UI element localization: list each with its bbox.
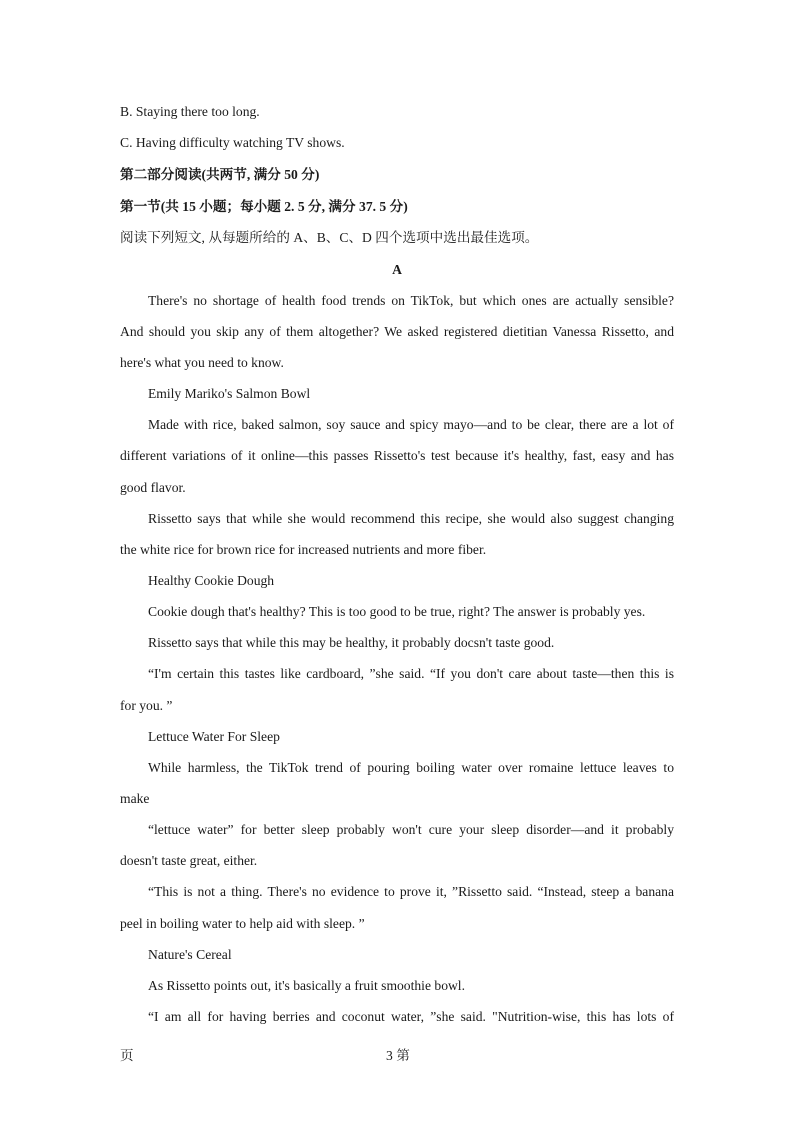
passage-line: Made with rice, baked salmon, soy sauce and spicy mayo—and to be clear, there are a lot of bbox=[148, 417, 674, 432]
passage-line: good flavor. bbox=[120, 480, 186, 495]
footer-left: 页 bbox=[120, 1048, 134, 1063]
part-title: 第二部分阅读(共两节, 满分 50 分) bbox=[120, 167, 320, 182]
passage-line: “This is not a thing. There's no evidence to prove it, ”Rissetto said. “Instead, steep a banana bbox=[148, 884, 674, 899]
passage-label: A bbox=[392, 262, 402, 277]
passage-line: Cookie dough that's healthy? This is too good to be true, right? The answer is probably yes. bbox=[148, 604, 646, 619]
passage-line: doesn't taste great, either. bbox=[120, 853, 258, 868]
passage-line: the white rice for brown rice for increased nutrients and more fiber. bbox=[120, 542, 487, 557]
passage-line: for you. ” bbox=[120, 698, 173, 713]
passage-line: As Rissetto points out, it's basically a fruit smoothie bowl. bbox=[148, 978, 465, 993]
section-heading: Emily Mariko's Salmon Bowl bbox=[148, 386, 311, 401]
passage-line: And should you skip any of them altogether? We asked registered dietitian Vanessa Rissetto, and bbox=[120, 324, 674, 339]
passage-line: different variations of it online—this passes Rissetto's test because it's healthy, fast, easy and has bbox=[120, 448, 674, 463]
passage-line: “lettuce water” for better sleep probably won't cure your sleep disorder—and it probably bbox=[148, 822, 674, 837]
subsection-title: 第一节(共 15 小题；每小题 2. 5 分, 满分 37. 5 分) bbox=[120, 199, 408, 214]
option-c: C. Having difficulty watching TV shows. bbox=[120, 135, 345, 150]
passage-line: Rissetto says that while she would recommend this recipe, she would also suggest changing bbox=[148, 511, 674, 526]
passage-line: “I'm certain this tastes like cardboard, ”she said. “If you don't care about taste—then this is bbox=[148, 666, 674, 681]
passage-line: “I am all for having berries and coconut water, ”she said. "Nutrition-wise, this has lots of bbox=[148, 1009, 674, 1024]
option-b: B. Staying there too long. bbox=[120, 104, 260, 119]
section-heading: Lettuce Water For Sleep bbox=[148, 729, 280, 744]
passage-line: peel in boiling water to help aid with sleep. ” bbox=[120, 916, 365, 931]
passage-line: make bbox=[120, 791, 150, 806]
passage-line: here's what you need to know. bbox=[120, 355, 284, 370]
page-number: 3 第 bbox=[386, 1048, 410, 1063]
section-heading: Healthy Cookie Dough bbox=[148, 573, 275, 588]
section-heading: Nature's Cereal bbox=[148, 947, 232, 962]
instruction: 阅读下列短文, 从每题所给的 A、B、C、D 四个选项中选出最佳选项。 bbox=[120, 230, 539, 245]
passage-line: While harmless, the TikTok trend of pouring boiling water over romaine lettuce leaves to bbox=[148, 760, 674, 775]
passage-line: Rissetto says that while this may be healthy, it probably docsn't taste good. bbox=[148, 635, 555, 650]
passage-line: There's no shortage of health food trends on TikTok, but which ones are actually sensible? bbox=[148, 293, 674, 308]
